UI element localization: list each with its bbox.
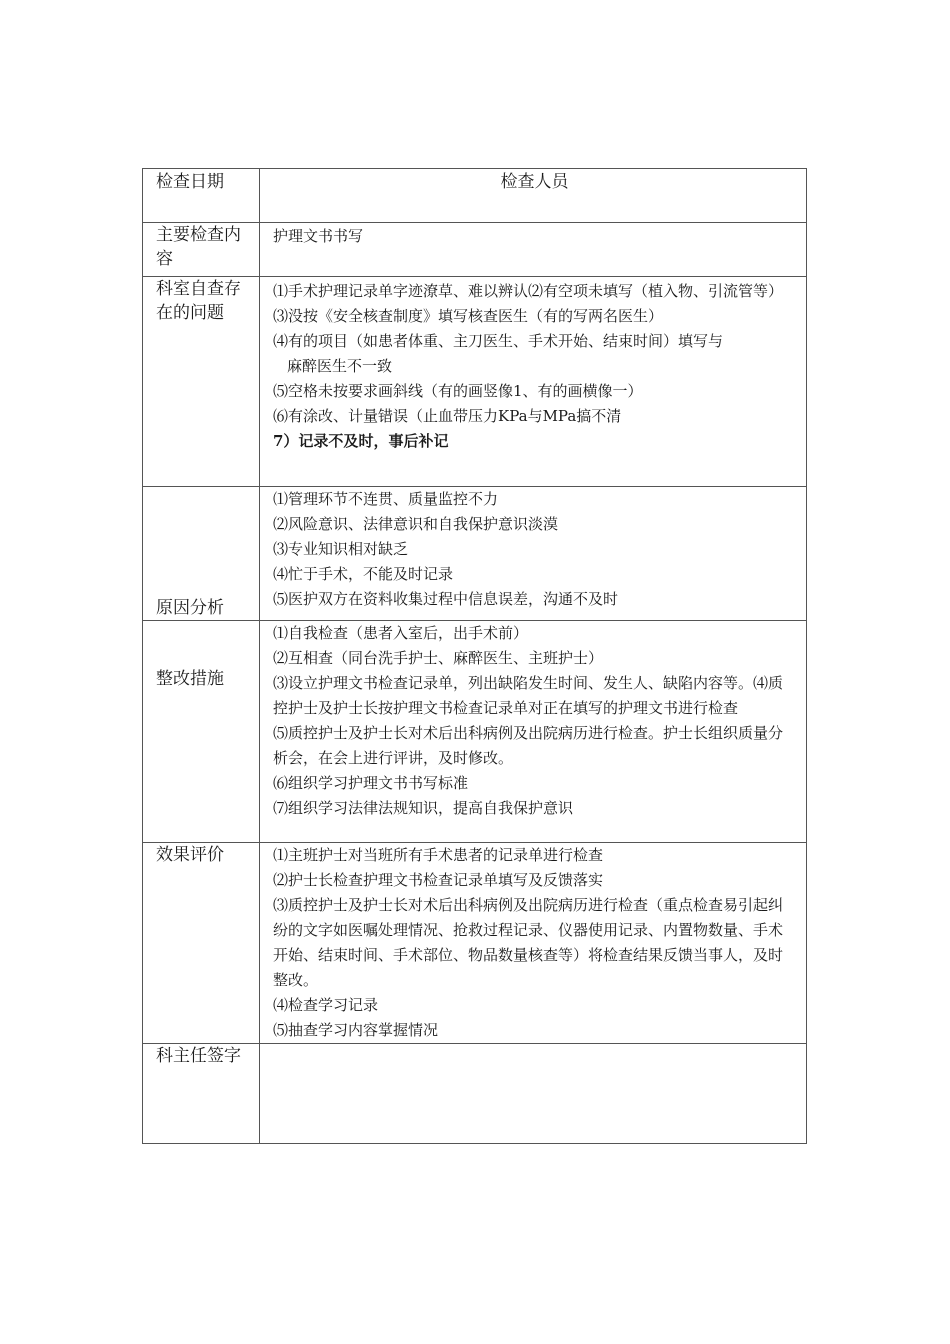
main-content-label: 主要检查内容 — [143, 223, 260, 277]
effect-list — [260, 843, 807, 1044]
measures-label: 整改措施 — [143, 621, 260, 843]
row-effect — [143, 843, 807, 1044]
effect-label: 效果评价 — [143, 843, 260, 1044]
effect-item: ⑵护士长检查护理文书检查记录单填写及反馈落实 — [273, 871, 604, 889]
measure-item: ⑹组织学习护理文书书写标准 — [273, 774, 469, 792]
causes-list — [260, 487, 807, 621]
problem-item: ⑷有的项目（如患者体重、主刀医生、手术开始、结束时间）填写与 — [273, 332, 724, 350]
problem-item: 7）记录不及时，事后补记 — [273, 432, 449, 450]
problems-list — [260, 277, 807, 487]
inspector-label: 检查人员 — [260, 169, 807, 223]
cause-item: ⑵风险意识、法律意识和自我保护意识淡漠 — [273, 515, 559, 533]
row-signature — [143, 1044, 807, 1144]
inspection-form-table — [142, 168, 807, 1144]
row-date-inspector — [143, 169, 807, 223]
measure-item: ⑶设立护理文书检查记录单，列出缺陷发生时间、发生人、缺陷内容等。⑷质控护士及护士长按护理文书检查记录单对正在填写的护理文书进行检查 — [273, 674, 784, 717]
problem-item: ⑶没按《安全核查制度》填写核查医生（有的写两名医生） — [273, 307, 664, 325]
problem-item: ⑸空格未按要求画斜线（有的画竖像1、有的画横像一） — [273, 382, 643, 400]
signature-field[interactable] — [260, 1044, 807, 1144]
cause-item: ⑴管理环节不连贯、质量监控不力 — [273, 490, 499, 508]
measure-item: ⑵互相查（同台洗手护士、麻醉医生、主班护士） — [273, 649, 604, 667]
cause-item: ⑶专业知识相对缺乏 — [273, 540, 409, 558]
measure-item: ⑺组织学习法律法规知识，提高自我保护意识 — [273, 799, 574, 817]
causes-label: 原因分析 — [143, 487, 260, 621]
signature-label: 科主任签字 — [143, 1044, 260, 1144]
effect-item: ⑴主班护士对当班所有手术患者的记录单进行检查 — [273, 846, 604, 864]
problems-label: 科室自查存在的问题 — [143, 277, 260, 487]
effect-item: ⑶质控护士及护士长对术后出科病例及出院病历进行检查（重点检查易引起纠纷的文字如医嘱处理情况、抢救过程记录、仪器使用记录、内置物数量、手术开始、结束时间、手术部位、物品数量核查等）将检查结果反馈当事人，及时整改。 — [273, 896, 784, 989]
date-label: 检查日期 — [143, 169, 260, 223]
measure-item: ⑸质控护士及护士长对术后出科病例及出院病历进行检查。护士长组织质量分析会，在会上进行评讲，及时修改。 — [273, 724, 784, 767]
measure-item: ⑴自我检查（患者入室后，出手术前） — [273, 624, 529, 642]
cause-item: ⑸医护双方在资料收集过程中信息误差，沟通不及时 — [273, 590, 619, 608]
main-content-value: 护理文书书写 — [260, 223, 807, 277]
effect-item: ⑸抽查学习内容掌握情况 — [273, 1021, 439, 1039]
problem-item: ⑹有涂改、计量错误（止血带压力KPa与MPa搞不清 — [273, 407, 622, 425]
measures-list — [260, 621, 807, 843]
row-problems — [143, 277, 807, 487]
problem-item: ⑴手术护理记录单字迹潦草、难以辨认⑵有空项未填写（植入物、引流管等） — [273, 282, 784, 300]
row-measures — [143, 621, 807, 843]
cause-item: ⑷忙于手术，不能及时记录 — [273, 565, 454, 583]
problem-item-continuation: 麻醉医生不一致 — [287, 357, 393, 375]
effect-item: ⑷检查学习记录 — [273, 996, 379, 1014]
row-main-content — [143, 223, 807, 277]
row-causes — [143, 487, 807, 621]
